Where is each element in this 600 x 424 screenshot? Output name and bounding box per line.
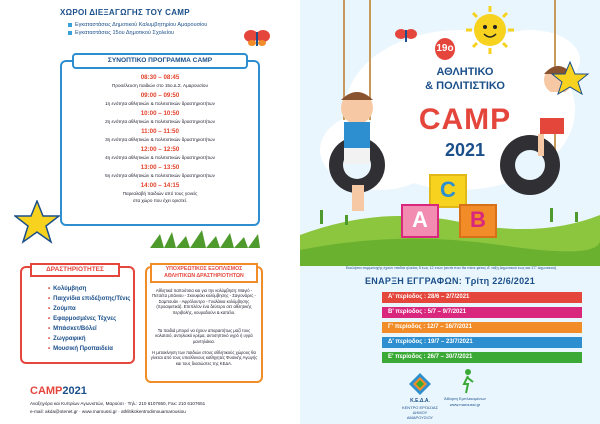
- bullet-icon: [68, 23, 72, 27]
- star-icon: [14, 200, 60, 244]
- schedule-closing: στα χώρο που έχει οριστεί.: [132, 198, 188, 203]
- title-line-2: & ΠΟΛΙΤΙΣΤΙΚΟ: [425, 80, 505, 92]
- activity-item: • Μπάσκετ/Βόλεϊ: [48, 326, 97, 332]
- schedule-title: ΣΥΝΟΠΤΙΚΟ ΠΡΟΓΡΑΜΜΑ CAMP: [72, 53, 248, 69]
- activity-item: • Κολύμβηση: [48, 286, 87, 292]
- keda-logo-sub: ΚΕΝΤΡΟ ΕΡΓΑΣΙΑΣ ΔΗΜΟΥ ΑΜΑΡΟΥΣΙΟΥ: [401, 405, 439, 420]
- equipment-title: ΥΠΟΧΡΕΩΤΙΚΟΣ ΕΞΟΠΛΙΣΜΟΣ ΑΘΛΗΤΙΚΩΝ ΔΡΑΣΤΗΡΙΟΤΗΤΩΝ: [150, 263, 258, 283]
- schedule-text: 2η ενότητα αθλητικών & πολιτιστικών δραστηριοτήτων: [105, 119, 215, 124]
- equipment-paragraph: Αθλητικά παπούτσια και για την κολύμβηση: Μαγιό - Πετσέτα μπάνιου - Σκουφάκι κολύμβησης - Σαγιονάρες - Σαμπουάν - Αφρόλουτρο - Γυαλάκια κολύμβησης (προαιρετικά). Επιπλέον ένα δεύτερο σετ αθλητικής περιβολής, κουραδούνι & καπέλο.: [152, 288, 256, 315]
- period-row: Γ' περίοδος : 12/7 – 16/7/2021: [382, 322, 582, 333]
- schedule-text: Παρεαλαβή παιδιών από τους γονείς: [122, 191, 198, 196]
- keda-logo-icon: [408, 372, 432, 396]
- period-row: Α' περίοδος : 28/6 – 2/7/2021: [382, 292, 582, 303]
- eligibility-note: Εκκλήσια συμμετοχής έχουν παιδιά ηλικίας 5 έως 12 ετών (αυτά που θα πάνε φέτος Α' τάξη Δημοτικού έως και ΣΤ' Δημοτικού): [345, 266, 557, 270]
- schedule-text: 4η ενότητα αθλητικών & πολιτιστικών δραστηριοτήτων: [105, 155, 215, 160]
- venues-title: ΧΩΡΟΙ ΔΙΕΞΑΓΩΓΗΣ ΤΟΥ CAMP: [60, 8, 190, 17]
- footer-camp-logo: CAMP2021: [30, 385, 87, 397]
- activity-item: • Μουσική Προπαιδεία: [48, 346, 113, 352]
- grass-decoration: [150, 228, 260, 248]
- schedule-time: 13:00 – 13:50: [140, 164, 180, 171]
- schedule-time: 09:00 – 09:50: [140, 92, 180, 99]
- schedule-text: 3η ενότητα αθλητικών & πολιτιστικών δραστηριοτήτων: [105, 137, 215, 142]
- bullet-icon: [68, 31, 72, 35]
- venue-item: Εγκαταστάσεις 15ου Δημοτικού Σχολείου: [68, 30, 174, 36]
- athletics-logo-icon: [458, 368, 478, 394]
- keda-logo-text: Κ.Ε.Δ.Α.: [410, 398, 430, 404]
- equipment-paragraph: Τα παιδιά μπορεί να έχουν απαραιτήτως μαζί τους κολατσιό, αντηλιακό κρέμα, αντισηπτικό υγρό ή υγρά μαντηλάκια.: [155, 328, 253, 344]
- schedule-time: 11:00 – 11:50: [141, 128, 179, 135]
- block-letter-c: C: [440, 177, 456, 202]
- camp-year: 2021: [444, 140, 486, 160]
- equipment-paragraph: Η μετακίνηση των παιδιών στους αθλητικούς χώρους θα γίνεται από τους υπεύθυνους καθηγητές Φυσικής Αγωγής και τους διασώστες της ΚΕΔΑ.: [150, 350, 258, 366]
- athletics-logo-sub: www.maroussi.gr: [449, 402, 481, 407]
- activities-title: ΔΡΑΣΤΗΡΙΟΤΗΤΕΣ: [30, 263, 120, 277]
- footer-address: Αναξηγόρα και Κυπρίων Αγωνιστών, Μαρούσι · Τηλ.: 210 6107650, Fax: 210 6107651: [30, 401, 206, 406]
- activity-item: • Παιχνίδια επιδέξιοτης/Τένις: [48, 296, 131, 302]
- schedule-time: 14:00 – 14:15: [140, 182, 180, 189]
- schedule-text: 5η ενότητα αθλητικών & πολιτιστικών δραστηριοτήτων: [105, 173, 215, 178]
- right-page: [300, 0, 600, 424]
- registration-start: ΕΝΑΡΞΗ ΕΓΓΡΑΦΩΝ: Τρίτη 22/6/2021: [364, 276, 536, 286]
- activity-item: • Εφαρμοσμένες Τέχνες: [48, 316, 117, 322]
- block-letter-b: B: [470, 207, 486, 232]
- period-row: Β' περίοδος : 5/7 – 9/7/2021: [382, 307, 582, 318]
- schedule-time: 08:30 – 08:45: [140, 74, 180, 81]
- period-row: Ε' περίοδος : 26/7 – 30/7/2021: [382, 352, 582, 363]
- activity-item: • Ζούμπα: [48, 306, 76, 312]
- athletics-logo-text: Άθληση Εμπλεκομένων: [444, 396, 486, 401]
- venue-item: Εγκαταστάσεις Δημοτικού Καλυμβητηρίου Αμαρουσίου: [68, 22, 207, 28]
- schedule-text: Προσέλευση παιδιών στο 15ο Δ.Σ. Αμαρουσίου: [112, 83, 208, 88]
- butterfly-icon: [244, 28, 270, 48]
- footer-contact: e-mail: akda@otenet.gr · www.maroussi.gr · athlitikokentrodimouamarousiou: [30, 409, 186, 414]
- period-row: Δ' περίοδος : 19/7 – 23/7/2021: [382, 337, 582, 348]
- schedule-time: 10:00 – 10:50: [140, 110, 180, 117]
- schedule-time: 12:00 – 12:50: [140, 146, 180, 153]
- activity-item: • Ζωγραφική: [48, 336, 86, 342]
- title-line-1: ΑΘΛΗΤΙΚΟ: [436, 66, 494, 78]
- schedule-text: 1η ενότητα αθλητικών & πολιτιστικών δραστηριοτήτων: [105, 101, 215, 106]
- block-letter-a: A: [412, 207, 428, 232]
- edition-badge: 19ο: [435, 38, 455, 60]
- camp-logo: CAMP: [418, 103, 512, 136]
